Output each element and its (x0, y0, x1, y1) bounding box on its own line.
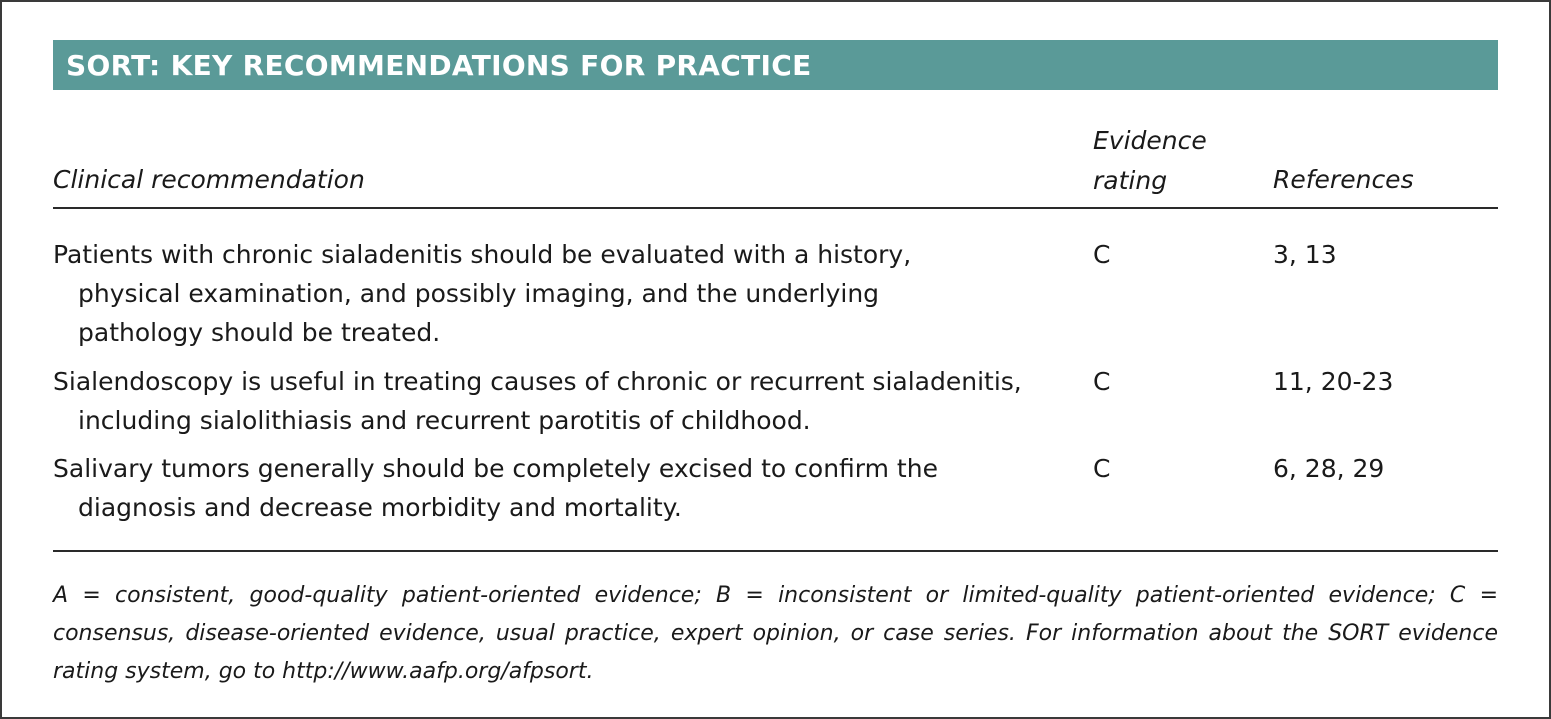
footer-rule (53, 550, 1498, 552)
recommendation-text: Salivary tumors generally should be completely excised to confirm the diagnosis and decrease morbidity and mortality. (53, 454, 938, 522)
column-header-references: References (1273, 165, 1414, 194)
evidence-rating: C (1093, 367, 1111, 396)
evidence-rating: C (1093, 240, 1111, 269)
header-rule (53, 207, 1498, 209)
recommendation-text: Patients with chronic sialadenitis should be evaluated with a history, physical examination, and possibly imaging, and the underlying pathology should be treated. (53, 240, 912, 347)
title-bar (53, 40, 1498, 90)
references: 11, 20-23 (1273, 367, 1394, 396)
references: 6, 28, 29 (1273, 454, 1385, 483)
column-header-evidence (1093, 121, 1207, 201)
evidence-rating: C (1093, 454, 1111, 483)
table-title: SORT: KEY RECOMMENDATIONS FOR PRACTICE (66, 49, 812, 82)
evidence-header-line1: Evidence (1093, 126, 1207, 155)
footnote: A = consistent, good-quality patient-oriented evidence; B = inconsistent or limited-quality patient-oriented evidence; C = consensus, disease-oriented evidence, usual practice, expert opinion, or case series. For information about the SORT evidence rating system, go to http://www.aafp.org/afpsort. (53, 583, 1498, 684)
references: 3, 13 (1273, 240, 1337, 269)
evidence-header-line2: rating (1093, 166, 1168, 195)
recommendation-text: Sialendoscopy is useful in treating causes of chronic or recurrent sialadenitis, including sialolithiasis and recurrent parotitis of childhood. (53, 367, 1022, 435)
column-header-recommendation: Clinical recommendation (53, 165, 365, 194)
